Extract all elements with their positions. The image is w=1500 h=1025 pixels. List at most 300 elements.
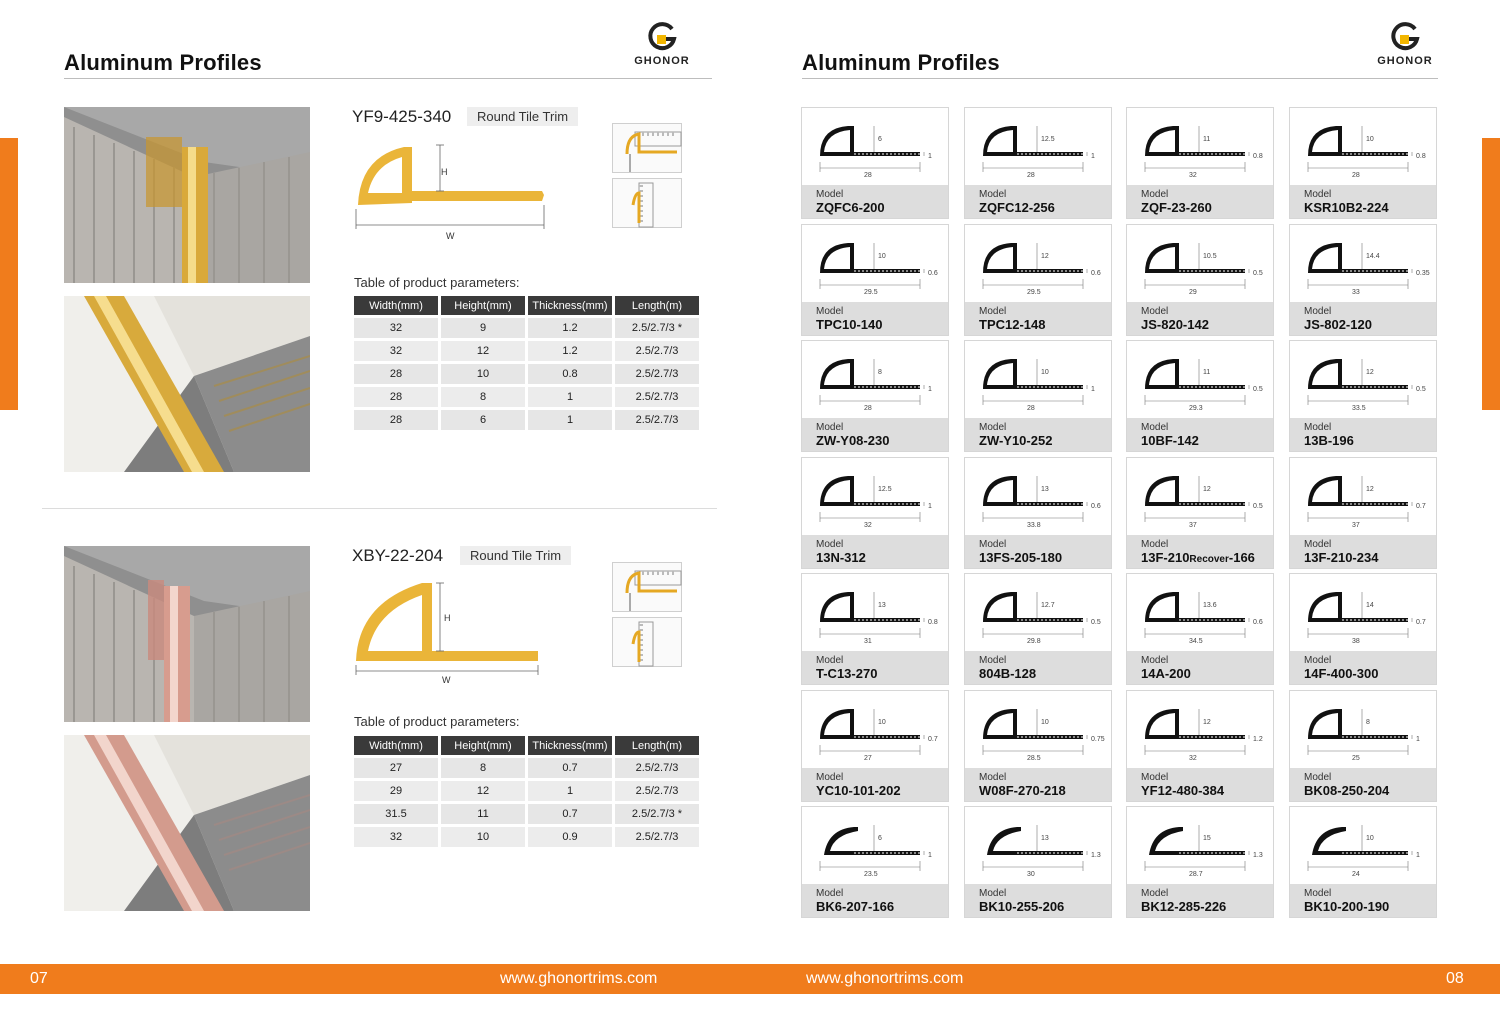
model-name: 13B-196 [1304,433,1354,448]
model-name: YF12-480-384 [1141,783,1225,798]
product1-profile-diagram [352,135,552,245]
model-dim-height: 12 [1203,719,1211,726]
table-row [354,341,699,361]
product2-profile-diagram [352,575,552,685]
cell: 32 [354,341,438,361]
model-profile-drawing [965,458,1113,538]
cell: 8 [441,758,525,778]
table-row [354,758,699,778]
model-dim-width: 29.3 [1189,405,1203,412]
table-row [354,827,699,847]
product2-dim-h: H [444,613,451,623]
model-name: JS-820-142 [1141,317,1209,332]
model-dim-height: 15 [1203,835,1211,842]
model-dim-thickness: 0.5 [1253,386,1263,393]
model-card [1126,573,1274,685]
model-dim-width: 33.5 [1352,405,1366,412]
model-caption: Model [1304,539,1332,550]
model-name: ZW-Y10-252 [979,433,1053,448]
model-card [964,457,1112,569]
model-name: BK6-207-166 [816,899,895,914]
model-dim-height: 12.7 [1041,602,1055,609]
model-dim-thickness: 0.5 [1091,619,1101,626]
model-dim-thickness: 0.6 [928,270,938,277]
model-dim-thickness: 0.8 [928,619,938,626]
model-name-suffix: Recover [1189,554,1229,565]
model-dim-thickness: 0.8 [1253,153,1263,160]
product2-photo-corner [64,546,310,722]
table-row [354,318,699,338]
model-dim-thickness: 0.75 [1091,736,1105,743]
cell: 2.5/2.7/3 [615,758,699,778]
model-label [802,651,948,684]
left-website: www.ghonortrims.com [500,970,658,987]
model-dim-width: 27 [864,755,872,762]
col-width: Width(mm) [354,736,438,755]
model-name: TPC10-140 [816,317,883,332]
model-dim-thickness: 0.6 [1091,270,1101,277]
model-profile-drawing [1290,225,1438,305]
model-dim-height: 10 [1366,835,1374,842]
model-label [1127,535,1273,568]
cell: 2.5/2.7/3 [615,341,699,361]
model-dim-thickness: 0.5 [1253,270,1263,277]
model-caption: Model [979,888,1007,899]
cell: 2.5/2.7/3 [615,387,699,407]
cell: 6 [441,410,525,430]
model-label [1127,651,1273,684]
model-caption: Model [816,189,844,200]
cell: 2.5/2.7/3 [615,827,699,847]
col-thickness: Thickness(mm) [528,296,612,315]
section-divider [42,508,717,509]
model-caption: Model [1141,655,1169,666]
model-dim-width: 29.5 [1027,289,1041,296]
model-dim-width: 31 [864,638,872,645]
model-profile-drawing [1127,108,1275,188]
model-caption: Model [1304,655,1332,666]
model-card [1289,340,1437,452]
model-label [1290,535,1436,568]
cell: 2.5/2.7/3 * [615,804,699,824]
cell: 1 [528,410,612,430]
model-dim-height: 10 [878,253,886,260]
right-logo-text: GHONOR [1377,55,1433,67]
cell: 2.5/2.7/3 [615,781,699,801]
model-name: YC10-101-202 [816,783,901,798]
model-card [1289,806,1437,918]
model-card [801,806,949,918]
model-caption: Model [816,306,844,317]
cell: 28 [354,410,438,430]
model-dim-thickness: 1 [928,503,932,510]
model-profile-drawing [1127,574,1275,654]
cell: 9 [441,318,525,338]
model-card [1289,690,1437,802]
right-header-divider [802,78,1438,79]
col-height: Height(mm) [441,296,525,315]
model-dim-height: 12.5 [878,486,892,493]
model-caption: Model [979,655,1007,666]
model-name: BK10-255-206 [979,899,1065,914]
model-dim-thickness: 1 [1091,386,1095,393]
model-label [965,185,1111,218]
model-label [1290,768,1436,801]
model-dim-width: 30 [1027,871,1035,878]
model-name: 14A-200 [1141,666,1191,681]
cell: 32 [354,827,438,847]
model-card [1126,457,1274,569]
model-dim-width: 32 [1189,755,1197,762]
model-card [801,224,949,336]
model-dim-width: 28 [1352,172,1360,179]
cell: 0.7 [528,804,612,824]
cell: 12 [441,341,525,361]
model-label [1127,884,1273,917]
model-profile-drawing [1127,807,1275,887]
model-dim-height: 6 [878,136,882,143]
model-dim-width: 29 [1189,289,1197,296]
product1-table-title: Table of product parameters: [354,275,520,290]
product1-photo-edge [64,296,310,472]
col-length: Length(m) [615,296,699,315]
left-side-tab [0,138,18,410]
cell: 1.2 [528,341,612,361]
model-dim-height: 14.4 [1366,253,1380,260]
model-label [802,884,948,917]
model-profile-drawing [1290,574,1438,654]
model-label [965,768,1111,801]
model-name: 13F-210-234 [1304,550,1379,565]
model-dim-thickness: 1 [1091,153,1095,160]
table-row [354,781,699,801]
right-page-number: 08 [1446,970,1464,987]
product1-install-thumb-1 [612,123,682,173]
model-dim-width: 28 [1027,172,1035,179]
product2-type-badge: Round Tile Trim [460,546,571,565]
product1-type-badge: Round Tile Trim [467,107,578,126]
product2-dim-w: W [442,675,451,685]
model-name: 10BF-142 [1141,433,1199,448]
col-width: Width(mm) [354,296,438,315]
product2-code: XBY-22-204 [352,546,444,565]
cell: 1 [528,387,612,407]
model-dim-thickness: 0.7 [1416,619,1426,626]
model-label [965,535,1111,568]
model-dim-height: 11 [1203,136,1211,143]
model-profile-drawing [1290,691,1438,771]
cell: 28 [354,364,438,384]
model-dim-thickness: 0.6 [1253,619,1263,626]
model-profile-drawing [802,691,950,771]
model-dim-width: 33.8 [1027,522,1041,529]
model-profile-drawing [802,341,950,421]
model-name: BK08-250-204 [1304,783,1390,798]
model-dim-height: 13.6 [1203,602,1217,609]
product2-table-title: Table of product parameters: [354,714,520,729]
model-dim-thickness: 1 [928,386,932,393]
model-label [1127,302,1273,335]
model-profile-drawing [802,108,950,188]
model-name: T-C13-270 [816,666,878,681]
model-profile-drawing [965,691,1113,771]
product1-params-table [351,293,702,433]
model-dim-height: 12 [1366,369,1374,376]
model-label [802,768,948,801]
model-label [1290,302,1436,335]
model-card [964,690,1112,802]
cell: 0.8 [528,364,612,384]
model-caption: Model [816,655,844,666]
model-profile-drawing [802,458,950,538]
cell: 10 [441,364,525,384]
model-caption: Model [979,772,1007,783]
model-label [1290,418,1436,451]
product1-install-thumb-2 [612,178,682,228]
model-dim-width: 25 [1352,755,1360,762]
model-card [1126,690,1274,802]
model-dim-width: 37 [1189,522,1197,529]
product1-photo-corner [64,107,310,283]
model-caption: Model [1304,888,1332,899]
model-dim-width: 28 [864,172,872,179]
model-name: TPC12-148 [979,317,1046,332]
model-profile-drawing [1127,341,1275,421]
left-logo-text: GHONOR [634,55,690,67]
model-dim-height: 13 [1041,486,1049,493]
model-label [802,185,948,218]
model-dim-width: 24 [1352,871,1360,878]
model-name: 14F-400-300 [1304,666,1379,681]
model-dim-height: 13 [878,602,886,609]
model-dim-thickness: 0.7 [928,736,938,743]
model-dim-height: 8 [878,369,882,376]
model-card [964,573,1112,685]
model-dim-thickness: 0.5 [1253,503,1263,510]
model-profile-drawing [965,225,1113,305]
model-card [1289,573,1437,685]
cell: 27 [354,758,438,778]
model-profile-drawing [965,574,1113,654]
product1-dim-h: H [441,167,448,177]
model-card [1289,457,1437,569]
model-dim-height: 10 [1366,136,1374,143]
model-dim-width: 34.5 [1189,638,1203,645]
right-logo [1369,20,1441,67]
model-card [801,457,949,569]
model-dim-width: 29.8 [1027,638,1041,645]
left-page-number: 07 [30,970,48,987]
model-name: ZQFC6-200 [816,200,885,215]
model-label [1127,418,1273,451]
model-caption: Model [1304,422,1332,433]
model-dim-width: 29.5 [864,289,878,296]
cell: 12 [441,781,525,801]
model-card [801,107,949,219]
model-name: BK10-200-190 [1304,899,1390,914]
ghonor-logo-icon [645,20,679,54]
model-dim-width: 37 [1352,522,1360,529]
model-dim-width: 28.7 [1189,871,1203,878]
col-thickness: Thickness(mm) [528,736,612,755]
model-dim-width: 23.5 [864,871,878,878]
product2-params-table [351,733,702,850]
cell: 29 [354,781,438,801]
model-card [801,340,949,452]
model-dim-width: 28.5 [1027,755,1041,762]
model-card [964,107,1112,219]
product2-install-thumb-1 [612,562,682,612]
cell: 10 [441,827,525,847]
model-name: ZQFC12-256 [979,200,1055,215]
model-name: W08F-270-218 [979,783,1066,798]
model-name: BK12-285-226 [1141,899,1227,914]
model-name: ZW-Y08-230 [816,433,890,448]
model-profile-drawing [965,807,1113,887]
model-label [802,418,948,451]
model-profile-drawing [965,341,1113,421]
model-dim-width: 32 [1189,172,1197,179]
model-name: 804B-128 [979,666,1037,681]
cell: 8 [441,387,525,407]
model-profile-drawing [965,108,1113,188]
model-caption: Model [1141,422,1169,433]
model-profile-drawing [1290,458,1438,538]
model-name: ZQF-23-260 [1141,200,1212,215]
model-dim-thickness: 0.6 [1091,503,1101,510]
model-card [801,690,949,802]
model-profile-drawing [802,225,950,305]
footer-bar [0,964,1500,994]
cell: 28 [354,387,438,407]
model-caption: Model [1141,888,1169,899]
model-dim-width: 28 [864,405,872,412]
model-card [1126,224,1274,336]
model-profile-drawing [1127,225,1275,305]
model-profile-drawing [802,574,950,654]
model-label [802,535,948,568]
model-dim-thickness: 1 [1416,736,1420,743]
model-caption: Model [979,189,1007,200]
cell: 1 [528,781,612,801]
product1-code: YF9-425-340 [352,107,452,126]
model-label [965,418,1111,451]
cell: 0.7 [528,758,612,778]
left-page-title: Aluminum Profiles [64,50,262,75]
col-length: Length(m) [615,736,699,755]
model-profile-drawing [1127,691,1275,771]
model-caption: Model [979,306,1007,317]
model-caption: Model [1304,772,1332,783]
model-profile-drawing [1290,341,1438,421]
model-card [1126,340,1274,452]
model-dim-height: 10.5 [1203,253,1217,260]
model-dim-height: 11 [1203,369,1211,376]
product2-install-thumb-2 [612,617,682,667]
model-dim-height: 12 [1203,486,1211,493]
table-row [354,410,699,430]
model-dim-thickness: 1 [928,153,932,160]
model-dim-height: 14 [1366,602,1374,609]
model-caption: Model [1141,772,1169,783]
model-dim-height: 12 [1366,486,1374,493]
model-dim-thickness: 1.3 [1091,852,1101,859]
model-name: 13N-312 [816,550,866,565]
cell: 2.5/2.7/3 [615,364,699,384]
model-label [802,302,948,335]
table-header-row [354,736,699,755]
model-card [1126,806,1274,918]
model-dim-thickness: 1 [1416,852,1420,859]
model-caption: Model [1141,539,1169,550]
ghonor-logo-icon [1388,20,1422,54]
model-caption: Model [979,422,1007,433]
model-card [801,573,949,685]
model-dim-thickness: 1 [928,852,932,859]
cell: 2.5/2.7/3 [615,410,699,430]
model-dim-thickness: 1.2 [1253,736,1263,743]
left-logo [626,20,698,67]
model-label [965,651,1111,684]
model-dim-height: 13 [1041,835,1049,842]
model-card [964,806,1112,918]
right-side-tab [1482,138,1500,410]
cell: 2.5/2.7/3 * [615,318,699,338]
model-caption: Model [816,422,844,433]
model-card [1126,107,1274,219]
model-caption: Model [816,539,844,550]
model-dim-thickness: 1.3 [1253,852,1263,859]
right-website: www.ghonortrims.com [806,970,964,987]
model-name: KSR10B2-224 [1304,200,1389,215]
left-header-divider [64,78,712,79]
cell: 1.2 [528,318,612,338]
model-caption: Model [1304,189,1332,200]
model-dim-width: 38 [1352,638,1360,645]
product1-dim-w: W [446,231,455,241]
model-label [1290,884,1436,917]
model-dim-height: 8 [1366,719,1370,726]
product2-photo-edge [64,735,310,911]
model-caption: Model [816,888,844,899]
model-profile-drawing [802,807,950,887]
model-dim-height: 12.5 [1041,136,1055,143]
model-dim-height: 10 [1041,369,1049,376]
model-dim-thickness: 0.5 [1416,386,1426,393]
model-name: 13F-210Recover-166 [1141,550,1255,565]
model-dim-height: 6 [878,835,882,842]
model-card [964,340,1112,452]
cell: 11 [441,804,525,824]
model-label [1127,768,1273,801]
model-dim-width: 32 [864,522,872,529]
model-dim-height: 10 [1041,719,1049,726]
model-label [1290,185,1436,218]
cell: 0.9 [528,827,612,847]
model-dim-thickness: 0.8 [1416,153,1426,160]
model-label [1290,651,1436,684]
model-label [1127,185,1273,218]
model-label [965,884,1111,917]
model-profile-drawing [1290,108,1438,188]
cell: 31.5 [354,804,438,824]
model-card [1289,107,1437,219]
model-card [1289,224,1437,336]
model-dim-height: 12 [1041,253,1049,260]
model-caption: Model [1304,306,1332,317]
model-dim-thickness: 0.35 [1416,270,1430,277]
table-row [354,387,699,407]
